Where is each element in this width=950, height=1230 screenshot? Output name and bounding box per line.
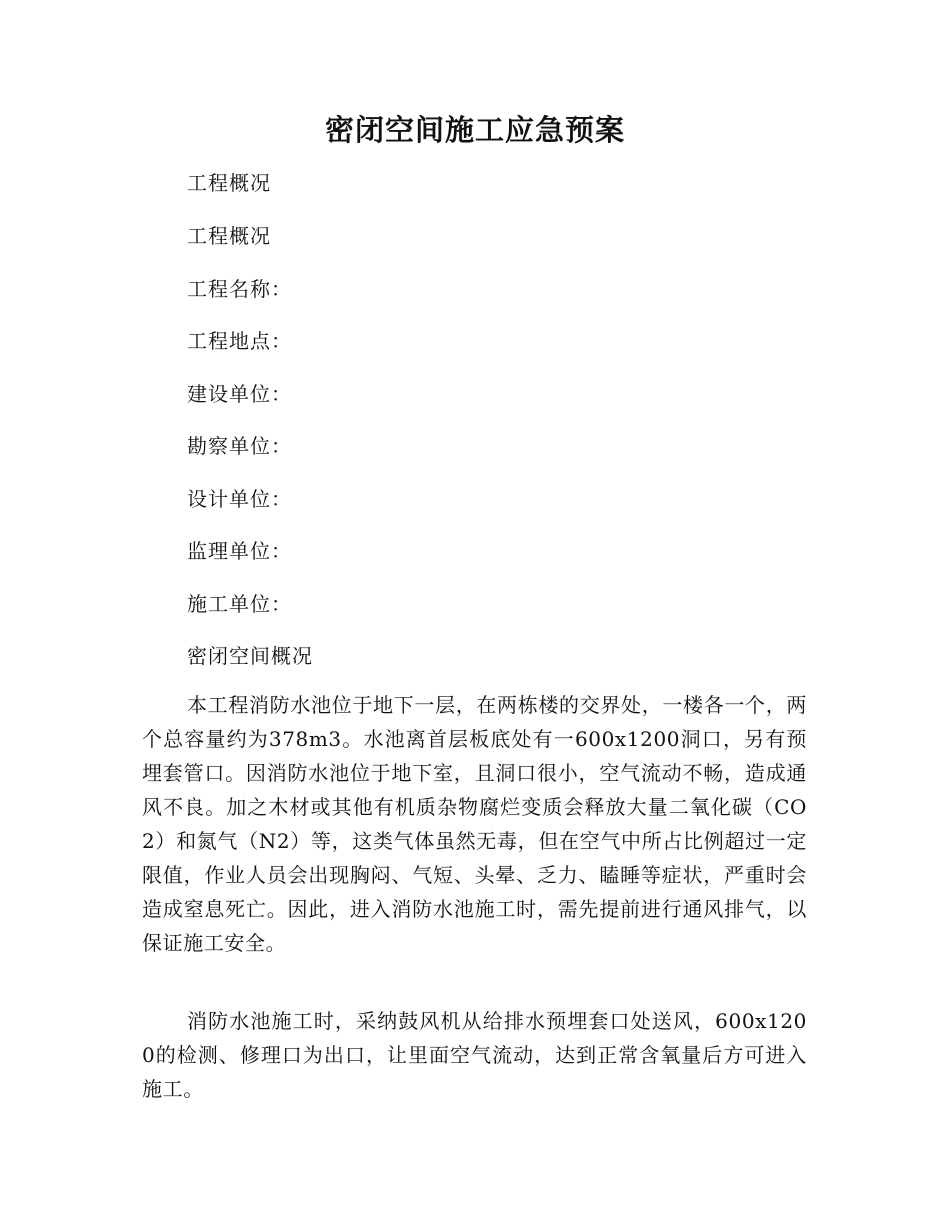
field-construction-unit: 建设单位： — [187, 382, 292, 406]
paragraph-confined-space-description: 本工程消防水池位于地下一层，在两栋楼的交界处，一楼各一个，两个总容量约为378m3。水池离首层板底处有一600x1200洞口，另有预埋套管口。因消防水池位于地下室，且洞口很小，空气流动不畅，造成通风不良。加之木材或其他有机质杂物腐烂变质会释放大量二氧化碳（CO2）和氮气（N2）等，这类气体虽然无毒，但在空气中所占比例超过一定限值，作业人员会出现胸闷、气短、头晕、乏力、瞌睡等症状，严重时会造成窒息死亡。因此，进入消防水池施工时，需先提前进行通风排气，以保证施工安全。 — [142, 693, 807, 955]
subheading-project-overview: 工程概况 — [187, 224, 271, 248]
field-supervision-unit: 监理单位： — [187, 539, 292, 563]
paragraph-ventilation-method: 消防水池施工时，采纳鼓风机从给排水预埋套口处送风，600x1200的检测、修理口为出口，让里面空气流动，达到正常含氧量后方可进入施工。 — [142, 1009, 807, 1101]
field-survey-unit: 勘察单位： — [187, 434, 292, 458]
field-contractor-unit: 施工单位： — [187, 592, 292, 616]
field-project-location: 工程地点： — [187, 329, 292, 353]
section-heading-project-overview: 工程概况 — [187, 171, 271, 195]
section-heading-confined-space: 密闭空间概况 — [187, 644, 313, 668]
document-title: 密闭空间施工应急预案 — [324, 113, 625, 147]
field-design-unit: 设计单位： — [187, 487, 292, 511]
field-project-name: 工程名称： — [187, 277, 292, 301]
